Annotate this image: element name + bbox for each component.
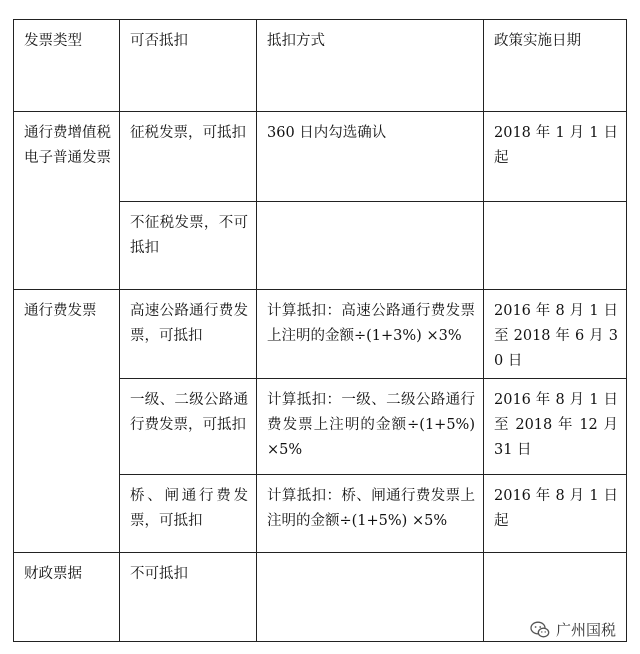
deductible-cell: 一级、二级公路通行费发票，可抵扣	[120, 379, 257, 475]
header-deductible: 可否抵扣	[120, 20, 257, 112]
table-row	[14, 290, 627, 379]
effective-date-cell: 2018 年 1 月 1 日起	[484, 112, 627, 202]
invoice-type-cell: 通行费发票	[14, 290, 120, 553]
invoice-type-cell: 通行费增值税电子普通发票	[14, 112, 120, 290]
deduction-method-cell: 360 日内勾选确认	[257, 112, 484, 202]
table-header-row	[14, 20, 627, 112]
table-row	[14, 112, 627, 202]
effective-date-cell: 2016 年 8 月 1 日至 2018 年 6 月 30 日	[484, 290, 627, 379]
wechat-icon	[530, 621, 550, 639]
deductible-cell: 征税发票，可抵扣	[120, 112, 257, 202]
watermark-text: 广州国税	[555, 621, 616, 639]
watermark	[528, 619, 618, 640]
header-deduction-method: 抵扣方式	[257, 20, 484, 112]
deduction-method-cell: 计算抵扣：高速公路通行费发票上注明的金额÷(1+3%) ×3%	[257, 290, 484, 379]
deductible-cell: 不可抵扣	[120, 553, 257, 642]
deductible-cell: 高速公路通行费发票，可抵扣	[120, 290, 257, 379]
deduction-method-cell	[257, 553, 484, 642]
deductible-cell: 不征税发票，不可抵扣	[120, 202, 257, 290]
effective-date-cell: 2016 年 8 月 1 日起	[484, 475, 627, 553]
deductible-cell: 桥、闸通行费发票，可抵扣	[120, 475, 257, 553]
deduction-method-cell	[257, 202, 484, 290]
effective-date-cell: 2016 年 8 月 1 日至 2018 年 12 月 31 日	[484, 379, 627, 475]
deduction-method-cell: 计算抵扣：一级、二级公路通行费发票上注明的金额÷(1+5%) ×5%	[257, 379, 484, 475]
effective-date-cell	[484, 202, 627, 290]
invoice-type-cell: 财政票据	[14, 553, 120, 642]
deduction-policy-table	[13, 19, 627, 642]
deduction-method-cell: 计算抵扣：桥、闸通行费发票上注明的金额÷(1+5%) ×5%	[257, 475, 484, 553]
header-effective-date: 政策实施日期	[484, 20, 627, 112]
header-invoice-type: 发票类型	[14, 20, 120, 112]
